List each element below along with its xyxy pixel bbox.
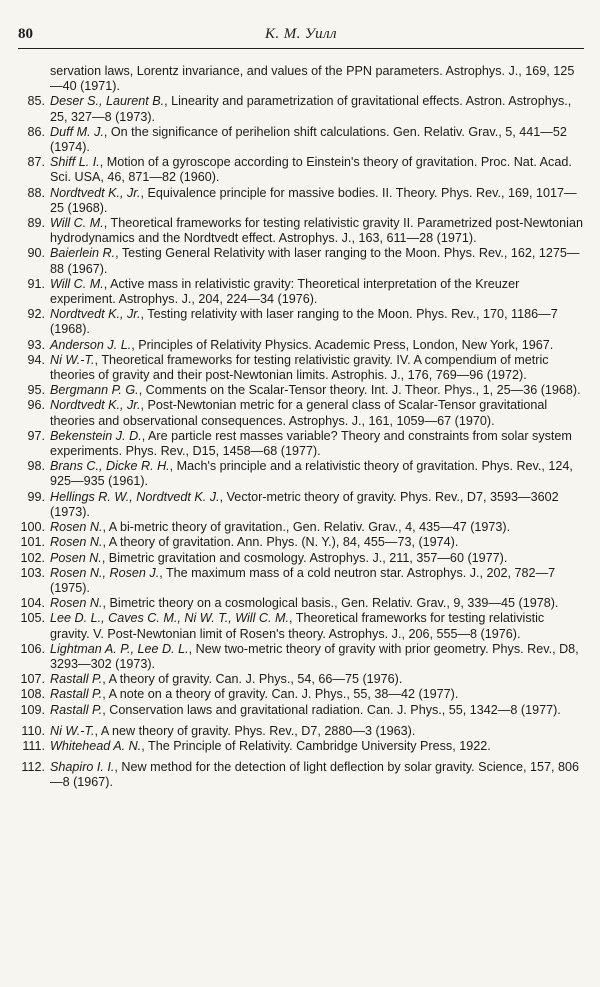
reference-author: Rosen N. xyxy=(50,535,103,550)
reference-author: Nordtvedt K., Jr. xyxy=(50,398,141,413)
reference-author: Baierlein R. xyxy=(50,246,116,261)
reference-number: 88. xyxy=(27,185,45,200)
reference-number: 89. xyxy=(27,216,45,231)
reference-entry xyxy=(18,535,584,550)
reference-author: Hellings R. W., Nordtvedt K. J. xyxy=(50,489,220,504)
reference-number: 102. xyxy=(20,550,45,565)
reference-text: , The Principle of Relativity. Cambridge University Press, 1922. xyxy=(141,738,491,753)
reference-author: Lightman A. P., Lee D. L. xyxy=(50,641,189,656)
reference-text: , A note on a theory of gravity. Can. J. Phys., 55, 38—42 (1977). xyxy=(102,687,459,702)
reference-text: , A new theory of gravity. Phys. Rev., D7, 2880—3 (1963). xyxy=(94,723,416,738)
reference-number: 109. xyxy=(20,702,45,717)
reference-author: Brans C., Dicke R. H. xyxy=(50,459,170,474)
reference-text: , Post-Newtonian metric for a general class of Scalar-Tensor gravitational theories and observational consequences. Astrophys. J., 161, 1059—67 (1970). xyxy=(50,398,548,428)
reference-entry xyxy=(18,760,584,790)
reference-number: 96. xyxy=(27,398,45,413)
reference-text: , Principles of Relativity Physics. Academic Press, London, New York, 1967. xyxy=(131,337,554,352)
reference-text: , A theory of gravitation. Ann. Phys. (N. Y.), 84, 455—73, (1974). xyxy=(102,535,459,550)
reference-number: 99. xyxy=(27,489,45,504)
reference-entry xyxy=(18,398,584,428)
reference-entry xyxy=(18,307,584,337)
reference-entry xyxy=(18,155,584,185)
reference-text: , Bimetric theory on a cosmological basis., Gen. Relativ. Grav., 9, 339—45 (1978). xyxy=(102,596,559,611)
reference-entry xyxy=(18,338,584,353)
reference-author: Nordtvedt K., Jr. xyxy=(50,307,141,322)
reference-number: 87. xyxy=(27,155,45,170)
reference-number: 107. xyxy=(20,672,45,687)
reference-text: , Theoretical frameworks for testing relativistic gravity II. Parametrized post-Newtonian hydrodynamics and the Nordtvedt effect. Astrophys. J., 163, 611—28 (1971). xyxy=(50,216,583,246)
reference-text: , The maximum mass of a cold neutron star. Astrophys. J., 202, 782—7 (1975). xyxy=(50,565,556,595)
reference-continuation xyxy=(18,64,584,94)
reference-number: 92. xyxy=(27,307,45,322)
reference-author: Deser S., Laurent B. xyxy=(50,94,165,109)
reference-number: 100. xyxy=(20,520,45,535)
reference-text: , Conservation laws and gravitational radiation. Can. J. Phys., 55, 1342—8 (1977). xyxy=(102,702,561,717)
reference-list xyxy=(18,64,584,791)
reference-number: 98. xyxy=(27,459,45,474)
reference-number: 111. xyxy=(22,738,45,753)
reference-author: Bergmann P. G. xyxy=(50,383,139,398)
reference-number: 86. xyxy=(27,124,45,139)
reference-entry xyxy=(18,724,584,739)
reference-entry xyxy=(18,429,584,459)
reference-text: , A theory of gravity. Can. J. Phys., 54, 66—75 (1976). xyxy=(102,672,403,687)
reference-text: , Theoretical frameworks for testing relativistic gravity. IV. A compendium of metric theories of gravity and their post-Newtonian limits. Astrophis. J., 176, 769—96 (1972). xyxy=(50,352,549,383)
reference-number: 90. xyxy=(27,246,45,261)
reference-entry xyxy=(18,186,584,216)
reference-text: , Mach's principle and a relativistic theory of gravitation. Phys. Rev., 124, 925—935 (1961). xyxy=(50,459,573,489)
reference-author: Nordtvedt K., Jr. xyxy=(50,185,141,200)
reference-text: , Active mass in relativistic gravity: Theoretical interpretation of the Kreuzer experiment. Astrophys. J., 204, 224—34 (1976). xyxy=(50,276,520,307)
reference-text: , Comments on the Scalar-Tensor theory. Int. J. Theor. Phys., 1, 25—36 (1968). xyxy=(138,383,581,398)
reference-author: Bekenstein J. D. xyxy=(50,428,142,443)
reference-text: , Equivalence principle for massive bodies. II. Theory. Phys. Rev., 169, 1017—25 (1968). xyxy=(50,185,577,215)
reference-entry xyxy=(18,687,584,702)
reference-text: , Vector-metric theory of gravity. Phys. Rev., D7, 3593—3602 (1973). xyxy=(50,489,559,519)
page-number: 80 xyxy=(18,26,33,42)
reference-number: 85. xyxy=(27,94,45,109)
reference-number: 93. xyxy=(27,337,45,352)
reference-author: Shiff L. I. xyxy=(50,155,100,170)
reference-text: , Motion of a gyroscope according to Einstein's theory of gravitation. Proc. Nat. Acad. Sci. USA, 46, 871—82 (1960). xyxy=(50,155,572,185)
reference-entry xyxy=(18,520,584,535)
reference-author: Ni W.-T. xyxy=(50,723,95,738)
reference-number: 91. xyxy=(27,276,45,291)
reference-entry xyxy=(18,246,584,276)
reference-text: , A bi-metric theory of gravitation., Gen. Relativ. Grav., 4, 435—47 (1973). xyxy=(102,520,511,535)
reference-author: Rastall P. xyxy=(50,672,103,687)
reference-number: 106. xyxy=(20,641,45,656)
reference-entry xyxy=(18,353,584,383)
page-header xyxy=(18,26,584,49)
reference-entry xyxy=(18,383,584,398)
reference-text: , Bimetric gravitation and cosmology. Astrophys. J., 211, 357—60 (1977). xyxy=(101,550,508,565)
reference-entry xyxy=(18,94,584,124)
reference-author: Shapiro I. I. xyxy=(50,760,115,775)
reference-author: Ni W.-T. xyxy=(50,352,95,367)
reference-text: , Linearity and parametrization of gravitational effects. Astron. Astrophys., 25, 327—8 (1973). xyxy=(50,94,572,124)
reference-number: 108. xyxy=(20,687,45,702)
reference-text: , On the significance of perihelion shift calculations. Gen. Relativ. Grav., 5, 441—52 (1974). xyxy=(50,124,567,155)
continuation-text: servation laws, Lorentz invariance, and values of the PPN parameters. Astrophys. J., 169, 125—40 (1971). xyxy=(50,64,575,94)
reference-author: Rosen N. xyxy=(50,596,103,611)
reference-number: 110. xyxy=(21,723,45,738)
reference-number: 101. xyxy=(20,535,45,550)
reference-author: Rosen N. xyxy=(50,520,103,535)
reference-author: Lee D. L., Caves C. M., Ni W. T., Will C. M. xyxy=(50,611,289,626)
reference-entry xyxy=(18,277,584,307)
reference-entry xyxy=(18,551,584,566)
reference-text: , New method for the detection of light deflection by solar gravity. Science, 157, 806—8 (1967). xyxy=(50,760,580,790)
reference-text: , Testing General Relativity with laser ranging to the Moon. Phys. Rev., 162, 1275—88 (1967). xyxy=(50,246,580,276)
reference-author: Anderson J. L. xyxy=(50,337,132,352)
reference-number: 103. xyxy=(20,565,45,580)
reference-author: Rosen N., Rosen J. xyxy=(50,565,160,580)
reference-entry xyxy=(18,611,584,641)
reference-text: , Testing relativity with laser ranging to the Moon. Phys. Rev., 170, 1186—7 (1968). xyxy=(50,307,558,337)
reference-author: Rastall P. xyxy=(50,702,103,717)
reference-number: 104. xyxy=(20,596,45,611)
reference-text: , Theoretical frameworks for testing relativistic gravity. V. Post-Newtonian limit of Rosen's theory. Astrophys. J., 206, 555—8 (1976). xyxy=(50,611,545,641)
reference-text: , New two-metric theory of gravity with prior geometry. Phys. Rev., D8, 3293—302 (1973). xyxy=(50,641,579,671)
reference-author: Will C. M. xyxy=(50,276,104,291)
reference-number: 97. xyxy=(27,428,45,443)
reference-entry xyxy=(18,490,584,520)
reference-entry xyxy=(18,596,584,611)
reference-entry xyxy=(18,642,584,672)
reference-author: Whitehead A. N. xyxy=(50,738,142,753)
reference-author: Posen N. xyxy=(50,550,102,565)
reference-number: 95. xyxy=(27,383,45,398)
reference-text: , Are particle rest masses variable? Theory and constraints from solar system experiments. Phys. Rev., D15, 1458—68 (1977). xyxy=(50,428,572,459)
reference-items xyxy=(18,94,584,790)
reference-entry xyxy=(18,216,584,246)
reference-number: 112. xyxy=(21,760,45,775)
reference-number: 94. xyxy=(27,352,45,367)
running-head: К. М. Уилл xyxy=(265,26,337,42)
reference-entry xyxy=(18,125,584,155)
reference-entry xyxy=(18,739,584,754)
reference-author: Rastall P. xyxy=(50,687,103,702)
reference-entry xyxy=(18,703,584,718)
reference-entry xyxy=(18,459,584,489)
reference-number: 105. xyxy=(20,611,45,626)
reference-author: Duff M. J. xyxy=(50,124,104,139)
reference-entry xyxy=(18,566,584,596)
reference-author: Will C. M. xyxy=(50,216,104,231)
reference-entry xyxy=(18,672,584,687)
